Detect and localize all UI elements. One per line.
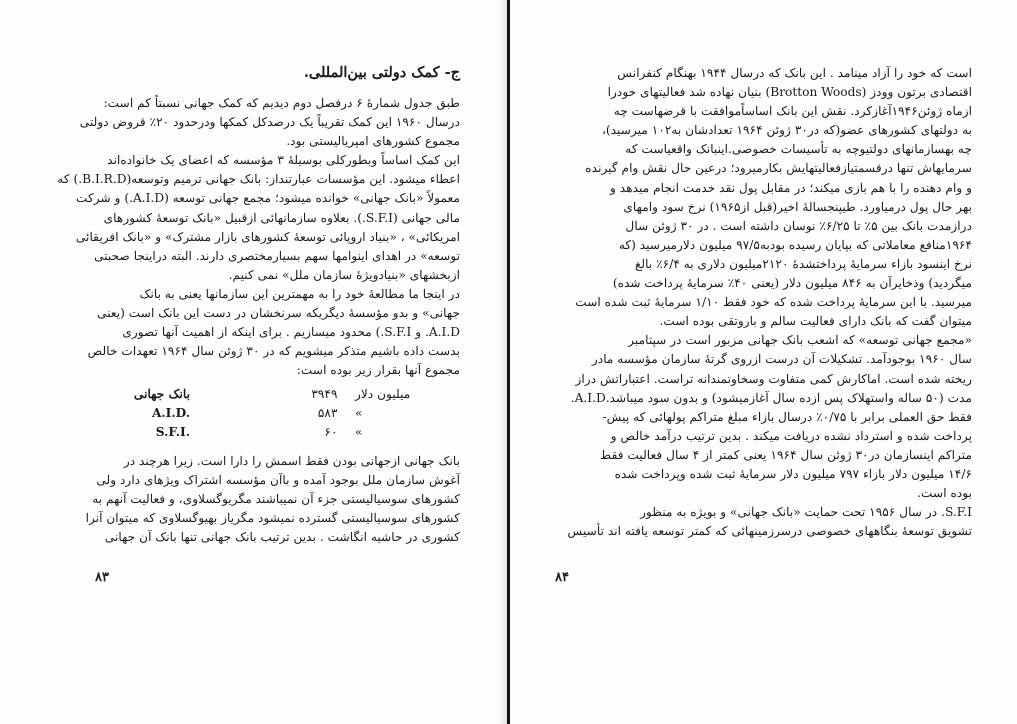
text-line: ۱۴/۶ میلیون دلار بازاء ۷۹۷ میلیون دلار سرمایهٔ ثبت شده وپرداخت شده: [614, 466, 972, 481]
table-cell-unit: »: [355, 425, 363, 440]
text-line: بدست داده باشیم متذکر میشویم که در ۳۰ ژوئن سال ۱۹۶۴ تعهدات خالص: [87, 344, 460, 359]
book-gutter: [507, 0, 510, 724]
table-row: [70, 423, 415, 442]
text-line: کشورهای سوسیالیستی گسترده نمیشود مگریاز بهیوگسلاوی که میتوان آنرا: [85, 511, 460, 526]
text-line: سال ۱۹۶۰ بوجودآمد. تشکیلات آن درست ازروی گرتهٔ سازمان مؤسسه مادر: [591, 352, 972, 367]
text-line: در اینجا ما مطالعهٔ خود را به مهمترین این سازمانها یعنی به بانک: [139, 286, 460, 301]
table-cell-amount: ۶۰: [324, 425, 338, 440]
text-line: کشوری در حاشیه انگاشت . بدین ترتیب بانک جهانی تنها بانک آن جهانی: [104, 530, 460, 545]
left-page-text: [57, 94, 460, 380]
left-page-text-continued: [60, 452, 460, 547]
text-line: درسال ۱۹۶۰ این کمک تقریباً یک درصدکل کمکها ودرحدود ۲۰٪ قروض دولتی: [79, 115, 460, 130]
text-line: است که خود را آزاد مینامد . این بانک که درسال ۱۹۴۴ بهنگام کنفرانس: [617, 66, 972, 80]
text-line: ازبخشهای «بنیادویژهٔ سازمان ملل» نمی کنیم.: [228, 267, 460, 282]
text-line: اعطاء میشود. این مؤسسات عبارتنداز: بانک جهانی ترمیم وتوسعه(B.I.R.D.) که: [57, 172, 460, 187]
table-cell-amount: ۵۸۳: [317, 406, 338, 421]
text-line: پرداخت شده و استرداد نشده دریافت میکند . بدین ترتیب درآمد خالص و: [610, 428, 972, 443]
aid-commitments-table: [70, 385, 415, 442]
text-line: به دولتهای کشورهای عضو(که در۳۰ ژوئن ۱۹۶۴ تعدادشان به۱۰۲ میرسید)،: [601, 123, 972, 138]
table-cell-amount: ۳۹۴۹: [311, 387, 338, 401]
text-line: معمولاً «بانک جهانی» خوانده میشود؛ مجمع جهانی توسعه (A.I.D.) و شرکت: [75, 191, 460, 206]
right-page-text: [568, 64, 972, 541]
text-line: بهر حال پول درمیاورد. طیپنجسالهٔ اخیر(قبل از۱۹۶۵) نرخ سود وامهای: [623, 199, 972, 214]
page-number-right: ۸۴: [555, 570, 569, 585]
text-line: امریکائی» ، «بنیاد اروپائی توسعهٔ کشورهای بازار مشترک» و «بانک افریقائی: [75, 229, 460, 244]
section-heading: ج- کمک دولتی بین‌المللی.: [303, 64, 460, 81]
table-row: [70, 404, 415, 423]
text-line: «مجمع جهانی توسعه» که اشعب بانک جهانی مزبور است در سپتامبر: [628, 333, 972, 348]
page-number-left: ۸۳: [95, 570, 109, 585]
text-line: ریخته شده است. اماکارش کمی متفاوت وسخاوتمندانه تراست. اعتباراتش دراز: [575, 371, 972, 386]
text-line: S.F.I. در سال ۱۹۵۶ تحت حمایت «بانک جهانی» و بویژه به منظور: [640, 505, 972, 520]
table-cell-unit: میلیون دلار: [355, 387, 411, 401]
text-line: سرمایهاش تنها درقسمتیازفعالیتهایش بکارمیرود؛ درعین حال نقش وام گیرنده: [585, 161, 972, 176]
text-line: نرخ اینسود بازاء سرمایهٔ پرداختشدهٔ ۲۱۲۰میلیون دلاری به ۶/۴٪ بالغ: [634, 256, 972, 271]
text-line: مجموع آنها بقرار زیر بوده است:: [296, 363, 460, 378]
text-line: جهانی» و بدو مؤسسهٔ دیگریکه سرنخشان در دست این بانک است (یعنی: [97, 306, 460, 321]
table-cell-name: A.I.D.: [151, 406, 190, 421]
text-line: میگردید) وذخایرآن به ۸۴۶ میلیون دلار (یعنی ۴۰٪ سرمایهٔ پرداخت شده): [612, 276, 972, 291]
text-line: میرسید. با این سرمایهٔ پرداخت شده که خود فقط ۱/۱۰ سرمایهٔ ثبت شده است: [575, 295, 972, 310]
table-cell-unit: »: [355, 406, 363, 421]
table-row: [70, 385, 415, 404]
text-line: بانک جهانی ازجهانی بودن فقط اسمش را دارا است. زیرا هرچند در: [123, 454, 460, 468]
text-line: طبق جدول شمارهٔ ۶ درفصل دوم دیدیم که کمک جهانی نسبتاً کم است:: [103, 96, 460, 110]
text-line: میتوان گفت که بانک دارای فعالیت سالم و باروتقی بوده است.: [659, 314, 972, 329]
text-line: درازمدت بانک بین ۵٪ تا ۶/۲۵٪ نوسان داشته است . در ۳۰ ژوئن سال: [625, 218, 972, 233]
left-page: [0, 0, 505, 724]
text-line: مدت (۵۰ ساله واستهلاک پس ازده سال آغازمیشود) و بدون سود میباشد.A.I.D.: [570, 390, 972, 405]
text-line: کشورهای سوسیالیستی جزء آن نمیباشند مگریوگسلاوی، و فعالیت آنهم به: [92, 492, 460, 507]
text-line: توسعه» در اهدای اینوامها سهم بسیارمختصری دارند. البته دراینجا صحبتی: [94, 248, 460, 263]
text-line: ۱۹۶۴منافع معاملاتی که بپایان رسیده بودبه۹۷/۵ میلیون دلارمیرسید (که: [618, 237, 972, 252]
text-line: مجموع کشورهای امپریالیستی بود.: [286, 134, 460, 149]
table-cell-name: S.F.I.: [155, 425, 190, 440]
text-line: مالی جهانی (S.F.I.). بعلاوه سازمانهائی ازقبیل «بانک توسعهٔ کشورهای: [103, 210, 460, 225]
text-line: چه بهسازمانهای دولتیوچه به تأسیسات خصوصی.اینبانک واقعیاست که: [625, 142, 972, 157]
text-line: A.I.D. و S.F.I.) محدود میسازیم . برای اینکه از اهمیت آنها تصوری: [122, 325, 460, 340]
text-line: این کمک اساساً وبطورکلی بوسیلهٔ ۳ مؤسسه که اعضای یک خانواده‌اند: [107, 153, 460, 168]
text-line: اقتصادی برتون وودز (Brotton Woods) بنیان نهاده شد فعالیتهای خودرا: [607, 85, 972, 100]
text-line: و وام دهنده را با هم بازی میکند؛ در مقابل پول نقد خدمت انجام میدهد و: [610, 180, 972, 195]
text-line: ازماه ژوئن۱۹۴۶آغازکرد. نقش این بانک اساساًموافقت با قرضهاست چه: [613, 104, 972, 119]
text-line: متراکم اینسازمان در۳۰ ژوئن سال ۱۹۶۴ یعنی کمتر از ۴ سال فعالیت فقط: [600, 447, 972, 462]
text-line: فقط حق العملی برابر با ۰/۷۵٪ درسال بازاء مبلغ متراکم پولهائی که پیش-: [602, 409, 972, 424]
table-cell-name: بانک جهانی: [133, 387, 190, 401]
text-line: بوده است.: [917, 486, 972, 501]
right-page: [513, 0, 1017, 724]
text-line: تشویق توسعهٔ بنگاههای خصوصی درسرزمینهائی که کمتر توسعه یافته اند تأسیس: [567, 524, 972, 539]
text-line: آغوش سازمان ملل بوجود آمده و باآن مؤسسه اشتراک ویژهای دارد ولی: [96, 473, 460, 488]
